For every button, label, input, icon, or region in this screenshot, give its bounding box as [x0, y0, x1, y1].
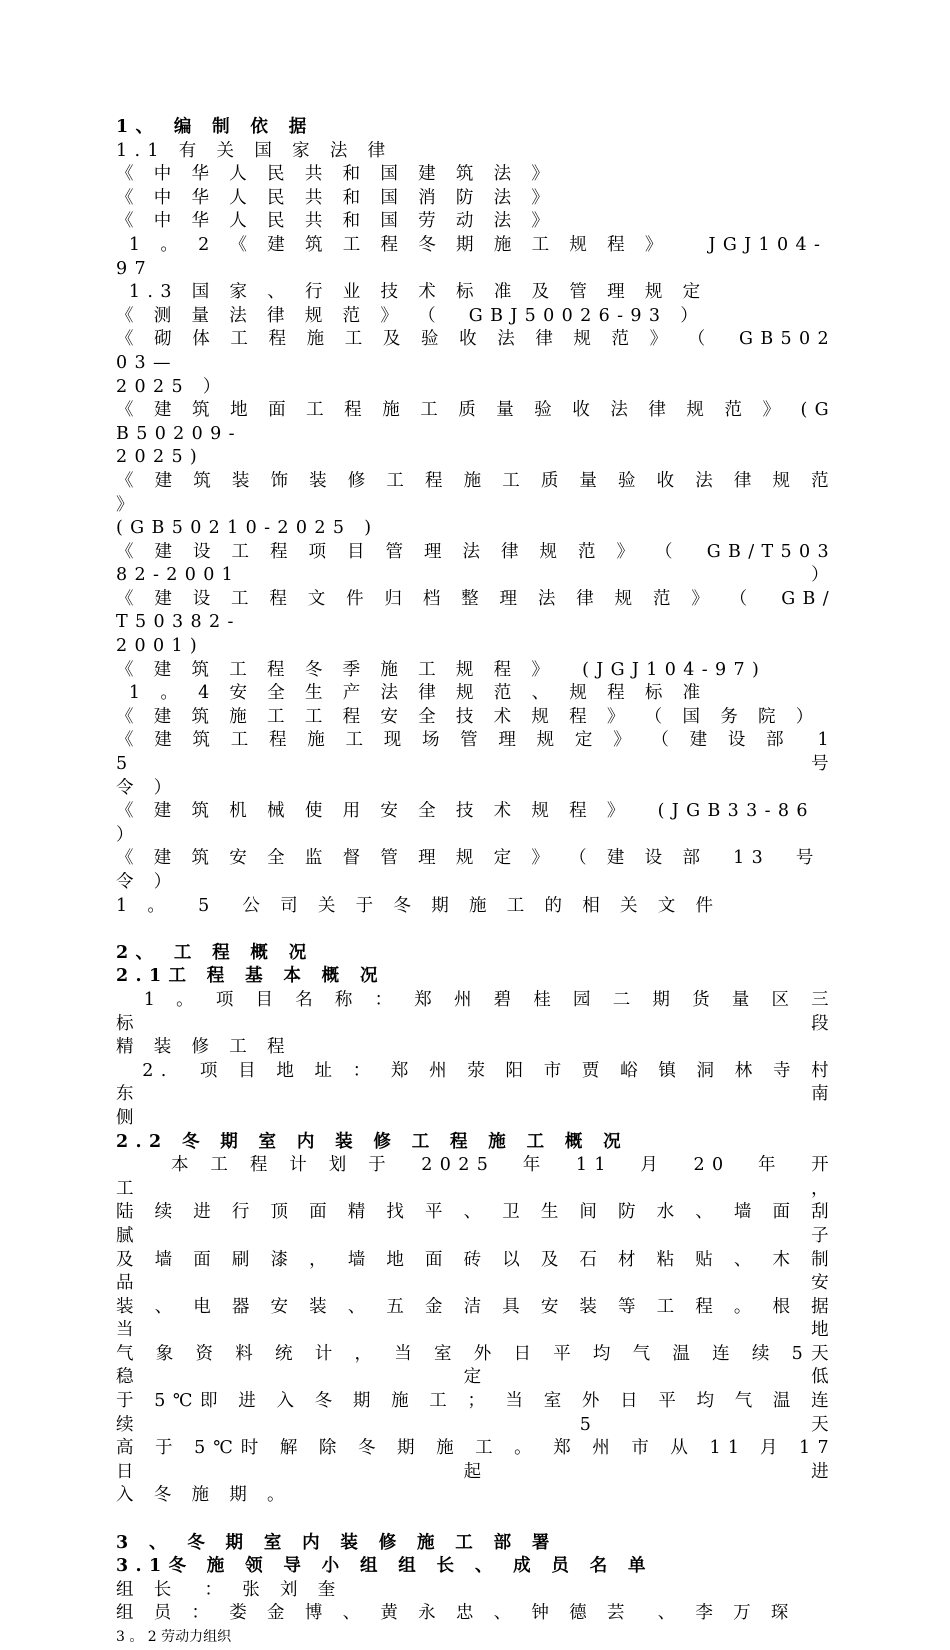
safety-item-cont: 令 ） [116, 777, 179, 798]
blank-line [116, 918, 836, 942]
standard-item-cont: 2025 ） [116, 376, 228, 397]
standard-item: 《 建 筑 装 饰 装 修 工 程 施 工 质 量 验 收 法 律 规 范 》 [116, 470, 849, 515]
overview-paragraph-line: 陆 续 进 行 顶 面 精 找 平 、 卫 生 间 防 水 、 墙 面 刮 腻 子 [116, 1202, 849, 1246]
document-page [116, 116, 849, 1650]
standard-item-cont: 2001) [116, 636, 205, 657]
overview-paragraph-line: 及 墙 面 刷 漆 ， 墙 地 面 砖 以 及 石 材 粘 贴 、 木 制 品 安 [116, 1249, 849, 1294]
subsection-1-5: 1 。 5 公 司 关 于 冬 期 施 工 的 相 关 文 件 [116, 895, 721, 916]
subsection-3-2: 3 。 2 劳动力组织 [116, 1629, 232, 1645]
standard-item: 《 建 设 工 程 项 目 管 理 法 律 规 范 》 （ GB/T50382-2001 ） [116, 541, 836, 586]
overview-paragraph-line: 装 、 电 器 安 装 、 五 金 洁 具 安 装 等 工 程 。 根 据 当 地 [116, 1296, 849, 1341]
overview-paragraph-line: 高 于 5℃时 解 除 冬 期 施 工 。 郑 州 市 从 11 月 17 日 起 进 [116, 1438, 849, 1482]
project-name-cont: 精 装 修 工 程 [116, 1037, 292, 1058]
subsection-2-1: 2.1工 程 基 本 概 况 [116, 966, 385, 987]
blank-line [116, 1508, 836, 1532]
subsection-2-2: 2.2 冬 期 室 内 装 修 工 程 施 工 概 况 [116, 1131, 629, 1152]
subsection-1-4: 1 。 4 安 全 生 产 法 律 规 范 、 规 程 标 准 [116, 683, 708, 704]
standard-item: 《 建 筑 工 程 冬 季 施 工 规 程 》 (JGJ104-97) [116, 659, 767, 680]
standard-item-cont: 2025) [116, 447, 205, 468]
subsection-1-2: 1 。 2 《 建 筑 工 程 冬 期 施 工 规 程 》 JGJ104-97 [116, 234, 828, 279]
section-2-heading: 2、 工 程 概 况 [116, 942, 314, 963]
project-address-cont: 侧 [116, 1107, 141, 1128]
project-address: 2. 项 目 地 址 ： 郑 州 荥 阳 市 贾 峪 镇 洞 林 寺 村 东 南 [116, 1060, 849, 1105]
overview-paragraph-line: 气 象 资 料 统 计 ， 当 室 外 日 平 均 气 温 连 续 5天 稳 定 低 [116, 1343, 849, 1388]
subsection-1-3: 1.3 国 家 、 行 业 技 术 标 准 及 管 理 规 定 [116, 282, 708, 303]
project-name: 1 。 项 目 名 称 ： 郑 州 碧 桂 园 二 期 货 量 区 三 标 段 [116, 989, 849, 1034]
overview-paragraph-line: 入 冬 施 期 。 [116, 1485, 292, 1506]
subsection-1-1: 1.1 有 关 国 家 法 律 [116, 140, 393, 161]
safety-item: 《 建 筑 施 工 工 程 安 全 技 术 规 程 》 （ 国 务 院 ） [116, 706, 821, 727]
law-item: 《 中 华 人 民 共 和 国 建 筑 法 》 [116, 164, 557, 185]
overview-paragraph-line: 本 工 程 计 划 于 2025 年 11 月 20 年 开 工 ， [116, 1155, 849, 1199]
safety-item: 《 建 筑 工 程 施 工 现 场 管 理 规 定 》 （ 建 设 部 15 号 [116, 730, 836, 775]
standard-item: 《 砌 体 工 程 施 工 及 验 收 法 律 规 范 》 （ GB50203— [116, 329, 836, 373]
section-3-heading: 3 、 冬 期 室 内 装 修 施 工 部 署 [116, 1532, 557, 1553]
law-item: 《 中 华 人 民 共 和 国 劳 动 法 》 [116, 211, 557, 232]
team-members: 组 员 ： 娄 金 博 、 黄 永 忠 、 钟 德 芸 、 李 万 琛 [116, 1603, 796, 1624]
standard-item: 《 建 设 工 程 文 件 归 档 整 理 法 律 规 范 》 （ GB/T50382- [116, 588, 836, 633]
safety-item: 《 建 筑 机 械 使 用 安 全 技 术 规 程 》 (JGB33-86 ） [116, 801, 828, 845]
subsection-3-1: 3.1冬 施 领 导 小 组 组 长 、 成 员 名 单 [116, 1556, 653, 1577]
section-1-heading: 1、 编 制 依 据 [116, 117, 314, 137]
standard-item: 《 建 筑 地 面 工 程 施 工 质 量 验 收 法 律 规 范 》 (GB50209- [116, 400, 837, 444]
law-item: 《 中 华 人 民 共 和 国 消 防 法 》 [116, 187, 557, 208]
standard-item-cont: (GB50210-2025 ) [116, 518, 379, 539]
overview-paragraph-line: 于 5℃即 进 入 冬 期 施 工 ； 当 室 外 日 平 均 气 温 连 续 5天 [116, 1391, 849, 1435]
team-leader: 组 长 ： 张 刘 奎 [116, 1579, 343, 1600]
standard-item: 《 测 量 法 律 规 范 》 （ GBJ50026-93 ） [116, 305, 706, 326]
safety-item: 《 建 筑 安 全 监 督 管 理 规 定 》 （ 建 设 部 13 号 令 ） [116, 848, 834, 892]
